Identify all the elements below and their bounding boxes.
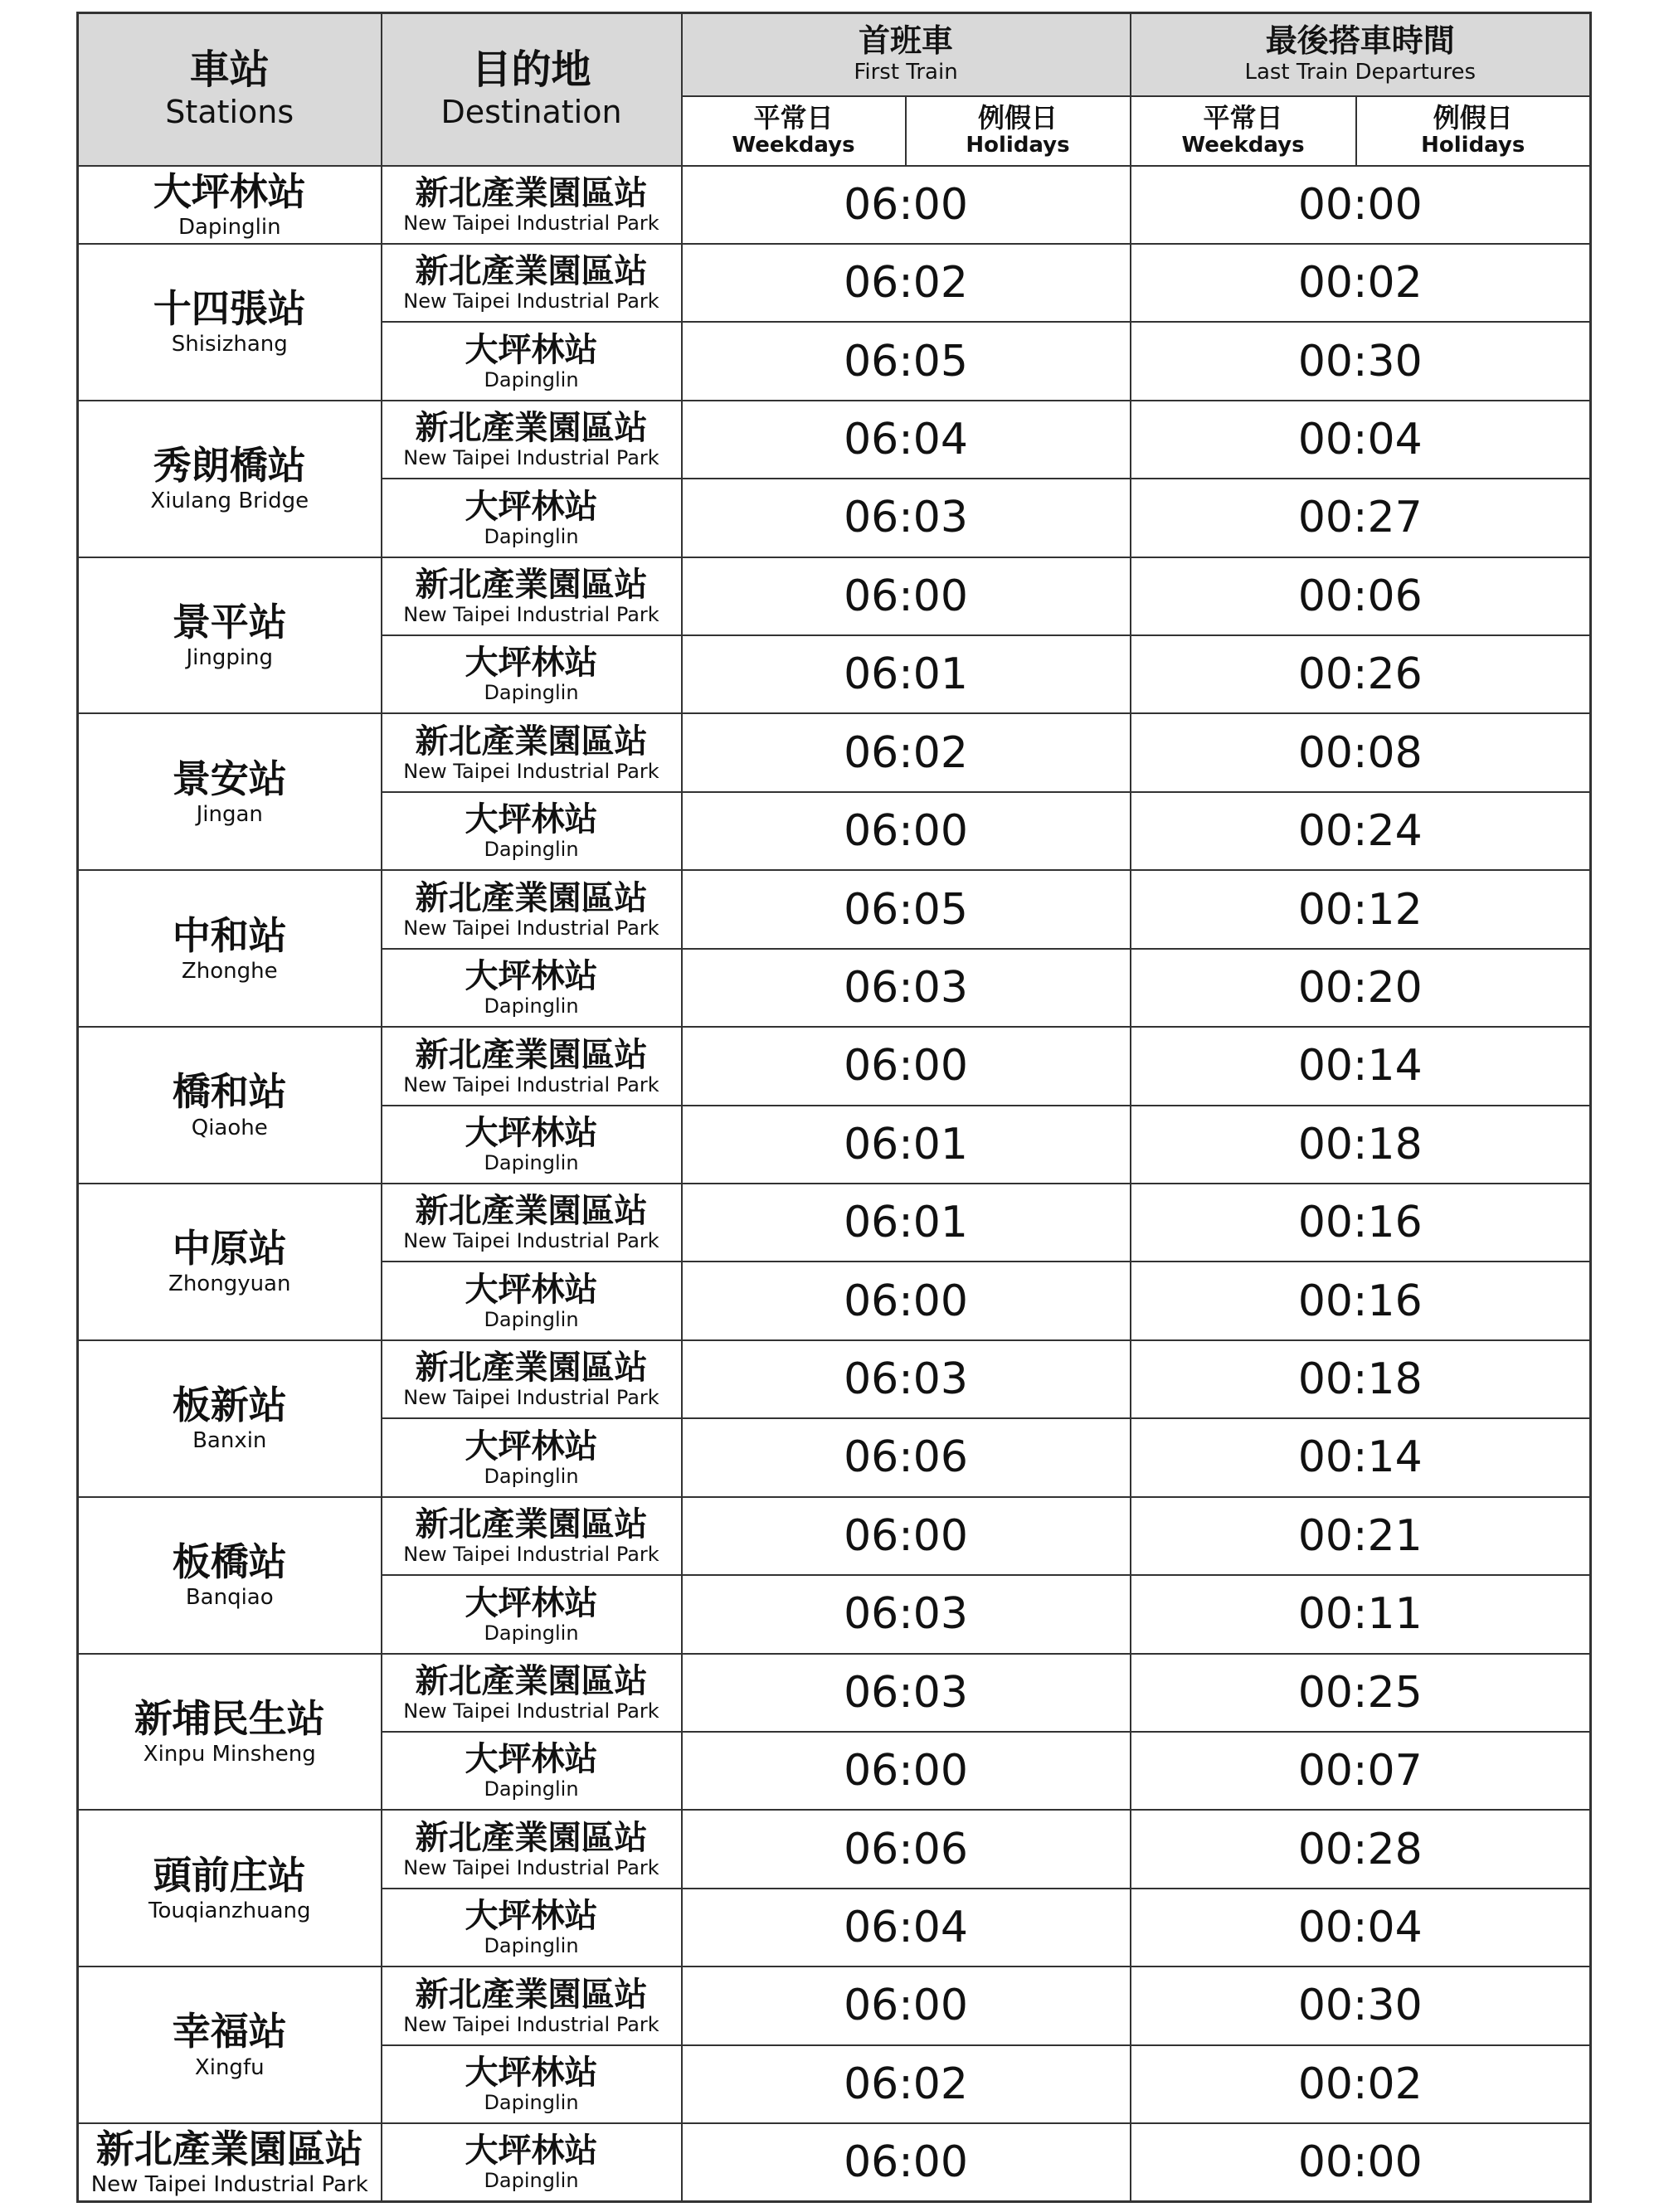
destination-cell bbox=[382, 322, 682, 400]
station-cell bbox=[78, 1340, 382, 1497]
last-train-time: 00:14 bbox=[1131, 1418, 1591, 1496]
first-train-time: 06:03 bbox=[682, 1340, 1131, 1418]
table-row bbox=[78, 1184, 1591, 1262]
table-row bbox=[78, 166, 1591, 244]
destination-name-zh: 新北產業園區站 bbox=[415, 878, 648, 917]
last-train-time: 00:24 bbox=[1131, 792, 1591, 870]
destination-name-zh: 大坪林站 bbox=[465, 2132, 598, 2171]
station-name-en: Zhonghe bbox=[181, 958, 278, 984]
last-train-time: 00:25 bbox=[1131, 1654, 1591, 1732]
first-train-time: 06:04 bbox=[682, 401, 1131, 479]
station-name-en: Banxin bbox=[192, 1428, 267, 1454]
first-train-time: 06:00 bbox=[682, 1262, 1131, 1339]
header-first-train-en: First Train bbox=[854, 60, 958, 85]
table-row bbox=[78, 244, 1591, 322]
destination-cell bbox=[382, 1340, 682, 1418]
station-name-zh: 景平站 bbox=[172, 599, 287, 644]
first-train-time: 06:03 bbox=[682, 1575, 1131, 1653]
header-holidays-zh: 例假日 bbox=[977, 101, 1058, 134]
destination-name-en: New Taipei Industrial Park bbox=[403, 1386, 659, 1410]
destination-name-zh: 新北產業園區站 bbox=[415, 252, 648, 291]
destination-name-en: Dapinglin bbox=[484, 681, 579, 705]
header-holidays-zh: 例假日 bbox=[1433, 101, 1513, 134]
destination-name-en: Dapinglin bbox=[484, 1150, 579, 1174]
table-row bbox=[78, 1027, 1591, 1105]
first-train-time: 06:01 bbox=[682, 1106, 1131, 1184]
destination-cell bbox=[382, 1966, 682, 2044]
destination-name-en: New Taipei Industrial Park bbox=[403, 2012, 659, 2036]
destination-name-en: Dapinglin bbox=[484, 994, 579, 1018]
destination-cell bbox=[382, 713, 682, 791]
destination-name-zh: 大坪林站 bbox=[465, 487, 598, 526]
header-weekdays-en: Weekdays bbox=[1181, 133, 1305, 158]
destination-name-zh: 新北產業園區站 bbox=[415, 173, 648, 212]
table-row bbox=[78, 870, 1591, 948]
destination-cell bbox=[382, 2045, 682, 2123]
destination-name-zh: 新北產業園區站 bbox=[415, 1035, 648, 1074]
station-cell bbox=[78, 1184, 382, 1340]
last-train-time: 00:18 bbox=[1131, 1106, 1591, 1184]
station-name-zh: 板新站 bbox=[172, 1383, 287, 1428]
destination-cell bbox=[382, 870, 682, 948]
destination-name-en: Dapinglin bbox=[484, 1934, 579, 1958]
header-stations-en: Stations bbox=[165, 93, 294, 130]
header-last-holidays bbox=[1356, 96, 1591, 166]
last-train-time: 00:18 bbox=[1131, 1340, 1591, 1418]
destination-name-en: New Taipei Industrial Park bbox=[403, 1699, 659, 1723]
station-name-zh: 板橋站 bbox=[172, 1539, 287, 1584]
station-name-zh: 秀朗橋站 bbox=[153, 443, 306, 488]
destination-name-en: Dapinglin bbox=[484, 1307, 579, 1331]
last-train-time: 00:02 bbox=[1131, 244, 1591, 322]
station-name-zh: 新北產業園區站 bbox=[95, 2126, 363, 2171]
station-cell bbox=[78, 870, 382, 1027]
header-destination bbox=[382, 13, 682, 166]
station-cell bbox=[78, 713, 382, 870]
destination-cell bbox=[382, 166, 682, 244]
destination-cell bbox=[382, 557, 682, 635]
destination-name-zh: 大坪林站 bbox=[465, 1427, 598, 1466]
header-weekdays-en: Weekdays bbox=[732, 133, 855, 158]
destination-name-zh: 新北產業園區站 bbox=[415, 1349, 648, 1388]
first-train-time: 06:00 bbox=[682, 2123, 1131, 2201]
destination-name-en: New Taipei Industrial Park bbox=[403, 916, 659, 940]
first-train-time: 06:00 bbox=[682, 166, 1131, 244]
last-train-time: 00:30 bbox=[1131, 1966, 1591, 2044]
destination-name-en: New Taipei Industrial Park bbox=[403, 603, 659, 627]
station-name-en: Jingping bbox=[186, 645, 274, 671]
destination-name-en: Dapinglin bbox=[484, 838, 579, 862]
destination-cell bbox=[382, 1497, 682, 1575]
destination-name-zh: 大坪林站 bbox=[465, 1897, 598, 1936]
station-cell bbox=[78, 401, 382, 557]
station-cell bbox=[78, 1497, 382, 1654]
last-train-time: 00:04 bbox=[1131, 401, 1591, 479]
destination-cell bbox=[382, 1575, 682, 1653]
destination-cell bbox=[382, 1654, 682, 1732]
destination-cell bbox=[382, 1027, 682, 1105]
header-last-train-en: Last Train Departures bbox=[1244, 60, 1477, 85]
first-train-time: 06:01 bbox=[682, 635, 1131, 713]
station-name-en: Xinpu Minsheng bbox=[143, 1741, 316, 1767]
station-name-en: Shisizhang bbox=[171, 332, 288, 357]
first-train-time: 06:03 bbox=[682, 949, 1131, 1027]
station-name-zh: 新埔民生站 bbox=[134, 1695, 325, 1741]
table-row bbox=[78, 1497, 1591, 1575]
first-train-time: 06:00 bbox=[682, 1732, 1131, 1810]
first-train-time: 06:03 bbox=[682, 479, 1131, 557]
header-first-train bbox=[682, 13, 1131, 96]
last-train-time: 00:02 bbox=[1131, 2045, 1591, 2123]
station-name-zh: 大坪林站 bbox=[153, 168, 306, 214]
first-train-time: 06:00 bbox=[682, 1497, 1131, 1575]
station-name-zh: 中和站 bbox=[172, 912, 287, 958]
destination-cell bbox=[382, 792, 682, 870]
destination-name-zh: 新北產業園區站 bbox=[415, 409, 648, 448]
station-cell bbox=[78, 1654, 382, 1811]
destination-cell bbox=[382, 401, 682, 479]
last-train-time: 00:12 bbox=[1131, 870, 1591, 948]
table-row bbox=[78, 557, 1591, 635]
header-last-train-zh: 最後搭車時間 bbox=[1265, 22, 1455, 60]
destination-name-zh: 大坪林站 bbox=[465, 957, 598, 996]
first-train-time: 06:00 bbox=[682, 1027, 1131, 1105]
header-row bbox=[78, 13, 1591, 96]
header-stations-zh: 車站 bbox=[189, 46, 270, 94]
first-train-time: 06:02 bbox=[682, 244, 1131, 322]
station-name-en: Banqiao bbox=[185, 1585, 274, 1611]
station-name-zh: 十四張站 bbox=[153, 286, 306, 332]
first-train-time: 06:04 bbox=[682, 1889, 1131, 1966]
destination-name-en: Dapinglin bbox=[484, 2169, 579, 2193]
destination-cell bbox=[382, 1262, 682, 1339]
destination-name-zh: 新北產業園區站 bbox=[415, 1818, 648, 1857]
first-train-time: 06:02 bbox=[682, 713, 1131, 791]
header-weekdays-zh: 平常日 bbox=[753, 101, 834, 134]
destination-cell bbox=[382, 244, 682, 322]
destination-name-en: New Taipei Industrial Park bbox=[403, 289, 659, 314]
last-train-time: 00:28 bbox=[1131, 1810, 1591, 1888]
station-cell bbox=[78, 557, 382, 714]
destination-cell bbox=[382, 1184, 682, 1262]
header-destination-zh: 目的地 bbox=[471, 46, 591, 94]
destination-cell bbox=[382, 1418, 682, 1496]
destination-cell bbox=[382, 1106, 682, 1184]
station-name-en: Xiulang Bridge bbox=[150, 489, 309, 514]
station-name-zh: 中原站 bbox=[172, 1226, 287, 1271]
first-train-time: 06:02 bbox=[682, 2045, 1131, 2123]
station-cell bbox=[78, 1027, 382, 1184]
destination-cell bbox=[382, 2123, 682, 2201]
destination-name-en: Dapinglin bbox=[484, 1464, 579, 1488]
destination-name-zh: 新北產業園區站 bbox=[415, 1505, 648, 1544]
first-train-time: 06:06 bbox=[682, 1810, 1131, 1888]
last-train-time: 00:16 bbox=[1131, 1184, 1591, 1262]
station-name-zh: 橋和站 bbox=[172, 1069, 287, 1115]
destination-name-en: New Taipei Industrial Park bbox=[403, 1543, 659, 1567]
header-holidays-en: Holidays bbox=[1421, 133, 1525, 158]
timetable-body bbox=[78, 166, 1591, 2202]
destination-name-en: New Taipei Industrial Park bbox=[403, 1229, 659, 1253]
destination-name-zh: 新北產業園區站 bbox=[415, 566, 648, 605]
last-train-time: 00:27 bbox=[1131, 479, 1591, 557]
destination-name-zh: 大坪林站 bbox=[465, 1113, 598, 1152]
last-train-time: 00:08 bbox=[1131, 713, 1591, 791]
first-train-time: 06:01 bbox=[682, 1184, 1131, 1262]
destination-name-zh: 新北產業園區站 bbox=[415, 722, 648, 761]
station-cell bbox=[78, 2123, 382, 2201]
destination-name-en: New Taipei Industrial Park bbox=[403, 211, 659, 235]
table-row bbox=[78, 1340, 1591, 1418]
header-holidays-en: Holidays bbox=[966, 133, 1070, 158]
table-row bbox=[78, 1654, 1591, 1732]
station-cell bbox=[78, 166, 382, 244]
destination-name-zh: 大坪林站 bbox=[465, 1740, 598, 1779]
table-row bbox=[78, 1966, 1591, 2044]
first-train-time: 06:00 bbox=[682, 1966, 1131, 2044]
last-train-time: 00:00 bbox=[1131, 2123, 1591, 2201]
destination-name-zh: 新北產業園區站 bbox=[415, 1975, 648, 2014]
last-train-time: 00:06 bbox=[1131, 557, 1591, 635]
first-train-time: 06:03 bbox=[682, 1654, 1131, 1732]
timetable bbox=[76, 12, 1592, 2203]
last-train-time: 00:26 bbox=[1131, 635, 1591, 713]
header-destination-en: Destination bbox=[440, 93, 622, 130]
station-name-en: Jingan bbox=[196, 801, 263, 827]
header-last-train bbox=[1131, 13, 1591, 96]
first-train-time: 06:05 bbox=[682, 870, 1131, 948]
destination-name-en: Dapinglin bbox=[484, 1777, 579, 1801]
destination-name-en: Dapinglin bbox=[484, 2091, 579, 2115]
station-name-en: Dapinglin bbox=[178, 214, 281, 240]
destination-name-en: New Taipei Industrial Park bbox=[403, 446, 659, 470]
station-cell bbox=[78, 1810, 382, 1966]
station-cell bbox=[78, 1966, 382, 2123]
table-row bbox=[78, 2123, 1591, 2201]
destination-name-zh: 大坪林站 bbox=[465, 1583, 598, 1622]
first-train-time: 06:06 bbox=[682, 1418, 1131, 1496]
destination-name-zh: 大坪林站 bbox=[465, 644, 598, 683]
station-name-en: Zhongyuan bbox=[168, 1271, 291, 1297]
destination-name-en: New Taipei Industrial Park bbox=[403, 1072, 659, 1096]
last-train-time: 00:07 bbox=[1131, 1732, 1591, 1810]
station-cell bbox=[78, 244, 382, 401]
table-row bbox=[78, 401, 1591, 479]
destination-cell bbox=[382, 1810, 682, 1888]
last-train-time: 00:30 bbox=[1131, 322, 1591, 400]
destination-name-zh: 大坪林站 bbox=[465, 330, 598, 369]
station-name-en: Touqianzhuang bbox=[148, 1898, 311, 1923]
station-name-zh: 景安站 bbox=[172, 756, 287, 801]
destination-cell bbox=[382, 635, 682, 713]
destination-name-en: Dapinglin bbox=[484, 367, 579, 391]
destination-name-en: New Taipei Industrial Park bbox=[403, 759, 659, 783]
table-row bbox=[78, 1810, 1591, 1888]
first-train-time: 06:00 bbox=[682, 557, 1131, 635]
header-stations bbox=[78, 13, 382, 166]
destination-cell bbox=[382, 479, 682, 557]
station-name-en: Qiaohe bbox=[191, 1115, 268, 1140]
header-first-holidays bbox=[906, 96, 1131, 166]
station-name-zh: 幸福站 bbox=[172, 2009, 287, 2054]
destination-name-en: New Taipei Industrial Park bbox=[403, 1855, 659, 1879]
table-row bbox=[78, 713, 1591, 791]
station-name-en: Xingfu bbox=[194, 2054, 265, 2080]
header-first-weekdays bbox=[682, 96, 906, 166]
station-name-en: New Taipei Industrial Park bbox=[90, 2172, 368, 2198]
destination-name-zh: 新北產業園區站 bbox=[415, 1661, 648, 1700]
destination-cell bbox=[382, 1732, 682, 1810]
destination-name-zh: 大坪林站 bbox=[465, 2054, 598, 2093]
destination-name-zh: 新北產業園區站 bbox=[415, 1192, 648, 1231]
destination-name-en: Dapinglin bbox=[484, 1621, 579, 1645]
station-name-zh: 頭前庄站 bbox=[153, 1852, 306, 1898]
first-train-time: 06:00 bbox=[682, 792, 1131, 870]
first-train-time: 06:05 bbox=[682, 322, 1131, 400]
destination-name-zh: 大坪林站 bbox=[465, 800, 598, 839]
destination-cell bbox=[382, 1889, 682, 1966]
destination-name-zh: 大坪林站 bbox=[465, 1270, 598, 1309]
header-last-weekdays bbox=[1131, 96, 1356, 166]
last-train-time: 00:20 bbox=[1131, 949, 1591, 1027]
last-train-time: 00:04 bbox=[1131, 1889, 1591, 1966]
header-weekdays-zh: 平常日 bbox=[1203, 101, 1283, 134]
last-train-time: 00:21 bbox=[1131, 1497, 1591, 1575]
last-train-time: 00:14 bbox=[1131, 1027, 1591, 1105]
last-train-time: 00:11 bbox=[1131, 1575, 1591, 1653]
header-first-train-zh: 首班車 bbox=[858, 22, 953, 60]
last-train-time: 00:16 bbox=[1131, 1262, 1591, 1339]
destination-name-en: Dapinglin bbox=[484, 524, 579, 548]
last-train-time: 00:00 bbox=[1131, 166, 1591, 244]
destination-cell bbox=[382, 949, 682, 1027]
